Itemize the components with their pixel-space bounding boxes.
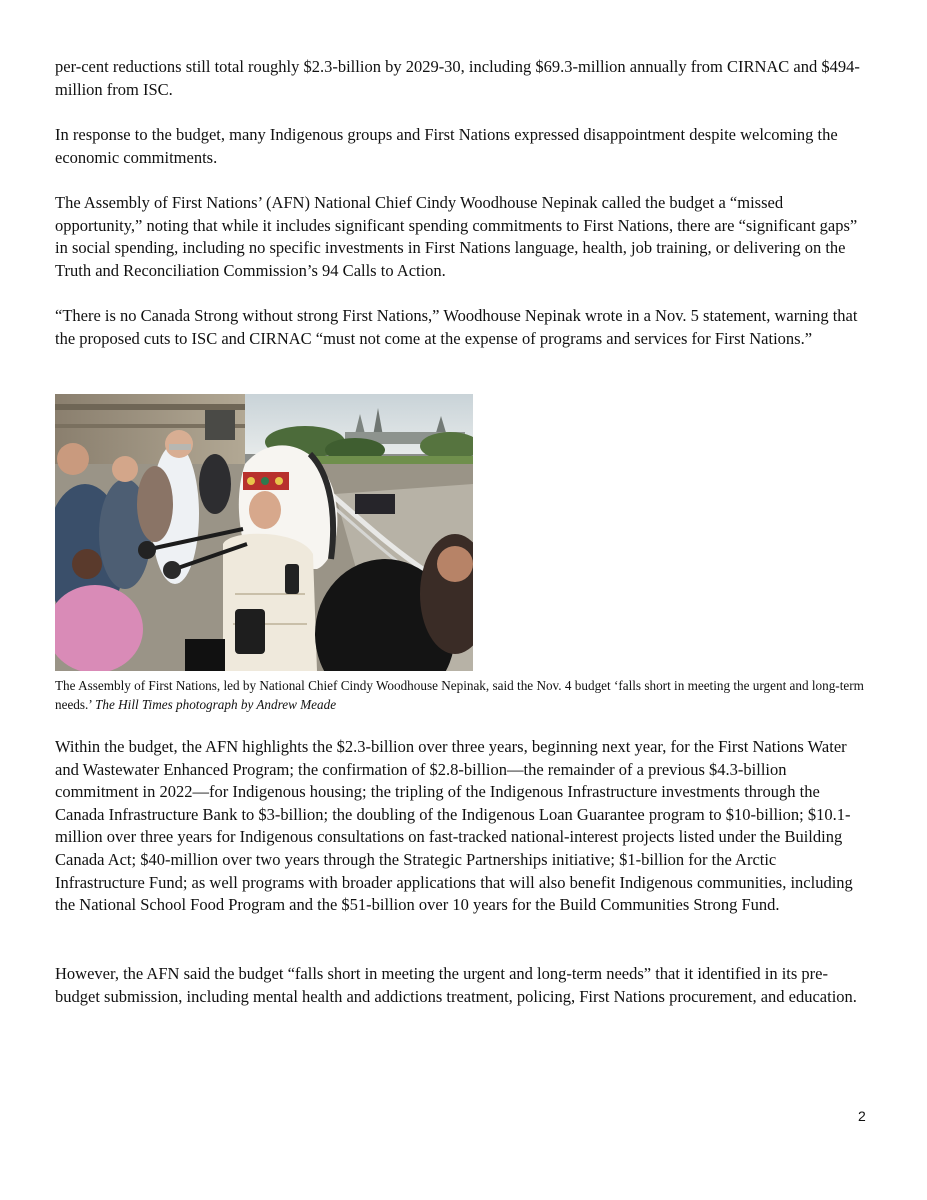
photo-credit: The Hill Times photograph by Andrew Meade — [95, 697, 337, 712]
paragraph-3: The Assembly of First Nations’ (AFN) National Chief Cindy Woodhouse Nepinak called the budget a “missed opportunity,” noting that while it includes significant spending commitments to First Nations, there are “significant gaps” in social spending, including no specific investments in First Nations language, health, job training, or delivering on the Truth and Reconciliation Commission’s 94 Calls to Action. — [55, 193, 858, 280]
paragraph-5: Within the budget, the AFN highlights the $2.3-billion over three years, beginning next year, for the First Nations Water and Wastewater Enhanced Program; the confirmation of $2.8-billion—the remainder of a previous $4.3-billion commitment in 2022—for Indigenous housing; the tripling of the Indigenous Infrastructure investments through the Canada Infrastructure Bank to $3-billion; the doubling of the Indigenous Loan Guarantee program to $10-billion; $10.1-million over three years for Indigenous consultations on fast-tracked national-interest projects listed under the Building Canada Act; $40-million over two years through the Strategic Partnerships initiative; $1-billion for the Arctic Infrastructure Fund; as well programs with broader applications that will also benefit Indigenous communities, including the National School Food Program and the $51-billion over 10 years for the Build Communities Strong Fund. — [55, 737, 853, 915]
paragraph-1: per-cent reductions still total roughly $2.3-billion by 2029-30, including $69.3-million annually from CIRNAC and $494-million from ISC. — [55, 57, 860, 99]
paragraph-2: In response to the budget, many Indigenous groups and First Nations expressed disappointment despite welcoming the economic commitments. — [55, 125, 838, 167]
news-photo — [55, 394, 473, 671]
paragraph-4: “There is no Canada Strong without strong First Nations,” Woodhouse Nepinak wrote in a Nov. 5 statement, warning that the proposed cuts to ISC and CIRNAC “must not come at the expense of programs and services for First Nations.” — [55, 306, 858, 348]
caption-text: The Assembly of First Nations, led by National Chief Cindy Woodhouse Nepinak, said the Nov. 4 budget ‘falls short in meeting the urgent and long-term needs.’ — [55, 678, 864, 712]
paragraph-6: However, the AFN said the budget “falls short in meeting the urgent and long-term needs” that it identified in its pre-budget submission, including mental health and addictions treatment, policing, First Nations procurement, and education. — [55, 964, 857, 1006]
photo-caption — [55, 676, 870, 714]
page-number: 2 — [858, 1108, 866, 1124]
press-scrum-illustration — [55, 394, 473, 671]
